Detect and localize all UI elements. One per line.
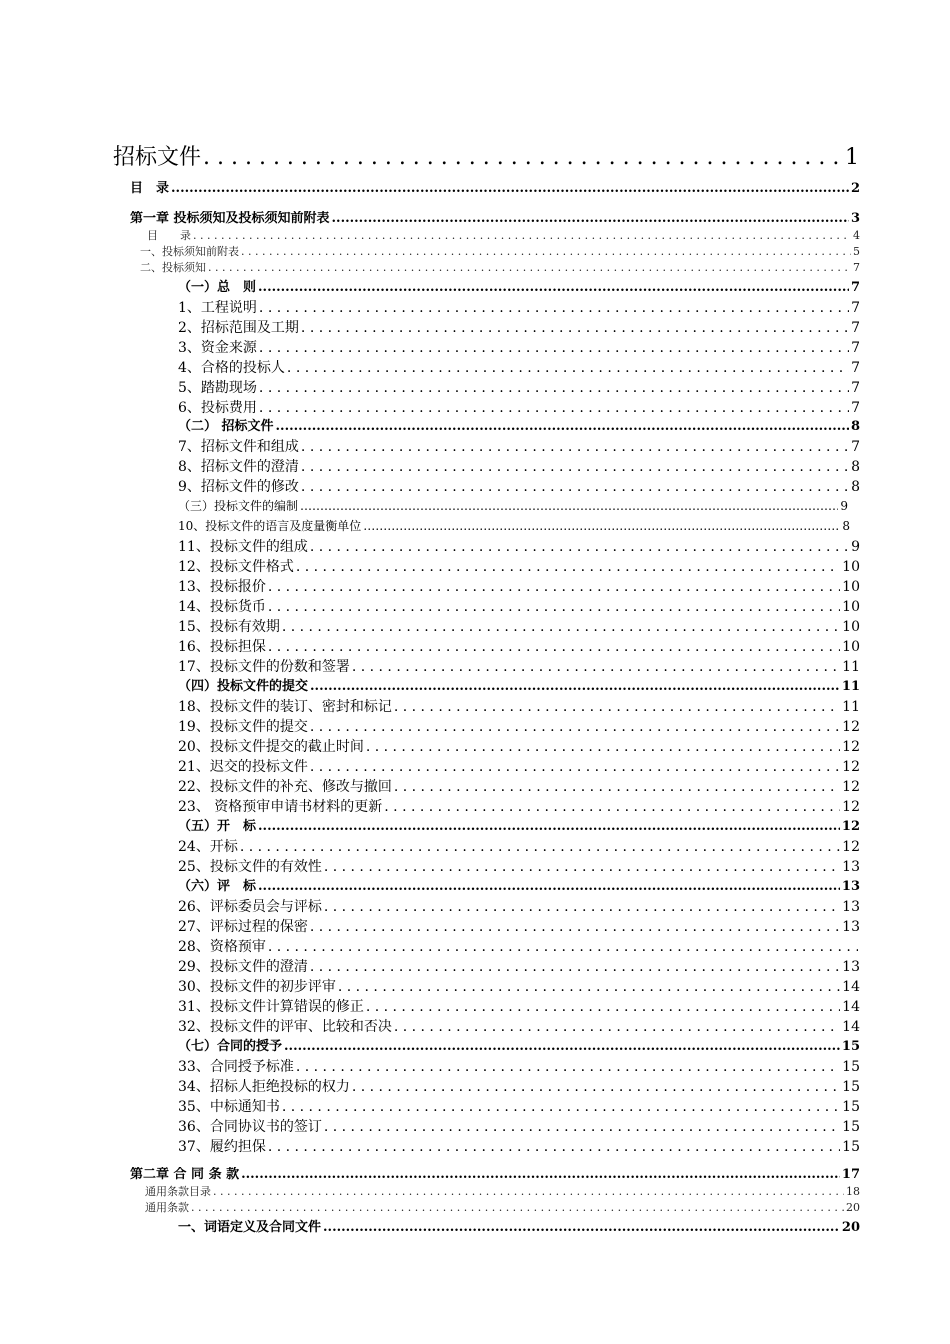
- toc-item-3[interactable]: [178, 338, 860, 358]
- dot-leader: [363, 517, 840, 535]
- toc-page-number: 7: [851, 439, 860, 455]
- toc-page-number: 13: [842, 919, 860, 935]
- toc-page-number: 10: [842, 599, 860, 615]
- toc-item-8[interactable]: [178, 457, 860, 477]
- toc-item-18[interactable]: [178, 697, 860, 717]
- toc-page-number: 20: [841, 1220, 860, 1235]
- toc-page-number: 17: [841, 1167, 860, 1182]
- toc-page-number: 12: [842, 759, 860, 775]
- toc-section-submission[interactable]: [178, 678, 860, 696]
- toc-item-33[interactable]: [178, 1057, 860, 1077]
- dot-leader: [366, 997, 840, 1017]
- dot-leader: [240, 837, 840, 857]
- toc-page-number: 14: [842, 1019, 860, 1035]
- toc-entry-pre-table[interactable]: [140, 245, 860, 259]
- toc-label: 36、合同协议书的签订: [178, 1119, 322, 1135]
- dot-leader: [332, 211, 849, 227]
- toc-label: 12、投标文件格式: [178, 559, 294, 575]
- toc-label: 招标文件: [113, 145, 202, 170]
- toc-page-number: 12: [842, 779, 860, 795]
- dot-leader: [193, 229, 851, 243]
- dot-leader: [287, 358, 849, 378]
- toc-page-number: 14: [842, 999, 860, 1015]
- toc-label: 3、资金来源: [178, 340, 257, 356]
- dot-leader: [366, 737, 840, 757]
- toc-item-25[interactable]: [178, 857, 860, 877]
- toc-label: （一）总 则: [178, 280, 257, 295]
- toc-item-35[interactable]: [178, 1097, 860, 1117]
- toc-page-number: 12: [842, 739, 860, 755]
- toc-page-number: 15: [842, 1059, 860, 1075]
- toc-section-award[interactable]: [178, 1038, 860, 1056]
- toc-item-28[interactable]: [178, 937, 860, 957]
- toc-item-6[interactable]: [178, 398, 860, 418]
- toc-label: 9、招标文件的修改: [178, 479, 299, 495]
- toc-label: 一、投标须知前附表: [140, 245, 239, 258]
- toc-page-number: 4: [853, 229, 860, 242]
- toc-label: 27、评标过程的保密: [178, 919, 308, 935]
- dot-leader: [300, 497, 838, 515]
- dot-leader: [259, 398, 849, 418]
- toc-label: 6、投标费用: [178, 400, 257, 416]
- dot-leader: [324, 1117, 840, 1137]
- toc-item-11[interactable]: [178, 537, 860, 557]
- toc-page-number: 13: [842, 899, 860, 915]
- dot-leader: [384, 797, 840, 817]
- toc-page-number: 5: [853, 245, 860, 258]
- toc-item-23[interactable]: [178, 797, 860, 817]
- toc-item-26[interactable]: [178, 897, 860, 917]
- toc-item-20[interactable]: [178, 737, 860, 757]
- dot-leader: [171, 181, 849, 197]
- toc-label: 一、词语定义及合同文件: [178, 1220, 322, 1235]
- toc-label: 23、 资格预审申请书材料的更新: [178, 799, 383, 815]
- toc-page-number: 11: [842, 699, 860, 715]
- toc-label: 5、踏勘现场: [178, 380, 257, 396]
- toc-item-19[interactable]: [178, 717, 860, 737]
- dot-leader: [352, 1077, 840, 1097]
- toc-page-number: 7: [851, 380, 860, 396]
- dot-leader: [282, 1097, 840, 1117]
- toc-label: （五）开 标: [178, 819, 257, 834]
- toc-page-number: 7: [851, 360, 860, 376]
- dot-leader: [259, 378, 849, 398]
- toc-page-number: 15: [842, 1139, 860, 1155]
- toc-page-number: 8: [850, 419, 860, 434]
- toc-section-preparation[interactable]: [178, 497, 848, 515]
- toc-page-number: 10: [842, 639, 860, 655]
- toc-section-evaluation[interactable]: [178, 878, 860, 896]
- toc-page-number: 7: [851, 400, 860, 416]
- toc-item-12[interactable]: [178, 557, 860, 577]
- toc-page-number: 8: [851, 479, 860, 495]
- toc-label: 17、投标文件的份数和签署: [178, 659, 350, 675]
- toc-page-number: 20: [846, 1201, 860, 1214]
- dot-leader: [310, 717, 840, 737]
- toc-label: 28、资格预审: [178, 939, 266, 955]
- toc-item-5[interactable]: [178, 378, 860, 398]
- toc-label: 32、投标文件的评审、比较和否决: [178, 1019, 392, 1035]
- toc-page-number: 11: [842, 659, 860, 675]
- toc-entry-contents[interactable]: [130, 181, 860, 197]
- toc-entry-title[interactable]: [113, 143, 859, 173]
- toc-label: 目 录: [147, 229, 191, 242]
- dot-leader: [268, 1137, 840, 1157]
- dot-leader: [268, 637, 840, 657]
- toc-page-number: 7: [851, 340, 860, 356]
- toc-page-number: 3: [850, 211, 860, 226]
- toc-label: （三）投标文件的编制: [178, 499, 299, 513]
- toc-item-4[interactable]: [178, 358, 860, 378]
- toc-page-number: 15: [842, 1119, 860, 1135]
- toc-page-number: 13: [842, 859, 860, 875]
- dot-leader: [208, 261, 851, 275]
- dot-leader: [258, 818, 840, 836]
- dot-leader: [394, 777, 840, 797]
- dot-leader: [323, 1219, 840, 1237]
- toc-page-number: 12: [842, 839, 860, 855]
- toc-entry-notice[interactable]: [140, 261, 860, 275]
- toc-page-number: 15: [841, 1039, 860, 1054]
- toc-label: （四）投标文件的提交: [178, 679, 309, 694]
- toc-page-number: 10: [842, 559, 860, 575]
- toc-item-37[interactable]: [178, 1137, 860, 1157]
- toc-label: 33、合同授予标准: [178, 1059, 294, 1075]
- dot-leader: [241, 245, 851, 259]
- toc-page-number: 10: [842, 579, 860, 595]
- toc-page-number: 12: [842, 799, 860, 815]
- toc-label: 第二章 合 同 条 款: [130, 1167, 240, 1182]
- dot-leader: [259, 338, 849, 358]
- toc-label: 通用条款目录: [145, 1185, 211, 1198]
- dot-leader: [282, 617, 840, 637]
- toc-page-number: 10: [842, 619, 860, 635]
- toc-label: （七）合同的授予: [178, 1039, 283, 1054]
- toc-page-number: 1: [845, 145, 859, 170]
- dot-leader: [310, 757, 840, 777]
- toc-page-number: 7: [851, 300, 860, 316]
- dot-leader: [301, 318, 849, 338]
- toc-item-9[interactable]: [178, 477, 860, 497]
- dot-leader: [310, 537, 849, 557]
- toc-item-31[interactable]: [178, 997, 860, 1017]
- toc-item-13[interactable]: [178, 577, 860, 597]
- toc-item-34[interactable]: [178, 1077, 860, 1097]
- toc-label: 26、评标委员会与评标: [178, 899, 322, 915]
- toc-label: 通用条款: [145, 1201, 189, 1214]
- dot-leader: [324, 857, 840, 877]
- toc-page-number: 7: [851, 320, 860, 336]
- toc-item-27[interactable]: [178, 917, 860, 937]
- toc-page-number: 7: [853, 261, 860, 274]
- toc-page-number: 7: [850, 280, 860, 295]
- toc-label: 4、合格的投标人: [178, 360, 285, 376]
- dot-leader: [259, 298, 849, 318]
- toc-label: 37、履约担保: [178, 1139, 266, 1155]
- dot-leader: [284, 1038, 840, 1056]
- toc-label: （六）评 标: [178, 879, 257, 894]
- toc-label: 11、投标文件的组成: [178, 539, 308, 555]
- toc-label: 16、投标担保: [178, 639, 266, 655]
- toc-label: 35、中标通知书: [178, 1099, 280, 1115]
- toc-item-30[interactable]: [178, 977, 860, 997]
- dot-leader: [310, 678, 840, 696]
- toc-label: 20、投标文件提交的截止时间: [178, 739, 364, 755]
- dot-leader: [296, 557, 840, 577]
- toc-label: 34、招标人拒绝投标的权力: [178, 1079, 350, 1095]
- toc-page-number: 15: [842, 1079, 860, 1095]
- toc-label: 13、投标报价: [178, 579, 266, 595]
- dot-leader: [310, 957, 840, 977]
- toc-entry-chapter-2[interactable]: [130, 1167, 860, 1183]
- toc-page-number: 13: [841, 879, 860, 894]
- toc-label: 19、投标文件的提交: [178, 719, 308, 735]
- toc-item-16[interactable]: [178, 637, 860, 657]
- toc-label: 2、招标范围及工期: [178, 320, 299, 336]
- toc-item-36[interactable]: [178, 1117, 860, 1137]
- toc-label: 29、投标文件的澄清: [178, 959, 308, 975]
- toc-label: 第一章 投标须知及投标须知前附表: [130, 211, 330, 226]
- toc-page-number: 13: [842, 959, 860, 975]
- toc-page-number: 8: [842, 519, 850, 533]
- toc-label: 15、投标有效期: [178, 619, 280, 635]
- toc-label: （二） 招标文件: [178, 419, 274, 434]
- toc-page-number: 9: [851, 539, 860, 555]
- toc-section-tender-docs[interactable]: [178, 418, 860, 436]
- dot-leader: [268, 597, 840, 617]
- toc-item-14[interactable]: [178, 597, 860, 617]
- toc-item-7[interactable]: [178, 437, 860, 457]
- toc-label: 8、招标文件的澄清: [178, 459, 299, 475]
- toc-label: 10、投标文件的语言及度量衡单位: [178, 519, 362, 533]
- toc-page-number: 12: [842, 719, 860, 735]
- dot-leader: [241, 1167, 840, 1183]
- dot-leader: [258, 878, 840, 896]
- dot-leader: [191, 1201, 844, 1215]
- dot-leader: [301, 457, 849, 477]
- toc-label: 25、投标文件的有效性: [178, 859, 322, 875]
- toc-page-number: 12: [841, 819, 860, 834]
- dot-leader: [310, 917, 840, 937]
- toc-item-29[interactable]: [178, 957, 860, 977]
- toc-entry-definitions[interactable]: [178, 1219, 860, 1237]
- toc-page-number: 18: [846, 1185, 860, 1198]
- toc-page-number: 14: [842, 979, 860, 995]
- toc-label: 二、投标须知: [140, 261, 206, 274]
- toc-page-number: 15: [842, 1099, 860, 1115]
- dot-leader: [352, 657, 840, 677]
- toc-item-22[interactable]: [178, 777, 860, 797]
- toc-section-general[interactable]: [178, 279, 860, 297]
- toc-label: 30、投标文件的初步评审: [178, 979, 336, 995]
- toc-item-24[interactable]: [178, 837, 860, 857]
- toc-item-2[interactable]: [178, 318, 860, 338]
- dot-leader: [394, 697, 840, 717]
- dot-leader: [296, 1057, 840, 1077]
- toc-label: 24、开标: [178, 839, 238, 855]
- dot-leader: [268, 937, 858, 957]
- toc-entry-general-terms-contents[interactable]: [145, 1185, 860, 1199]
- dot-leader: [338, 977, 840, 997]
- toc-section-opening[interactable]: [178, 818, 860, 836]
- dot-leader: [258, 279, 849, 297]
- toc-label: 22、投标文件的补充、修改与撤回: [178, 779, 392, 795]
- toc-item-32[interactable]: [178, 1017, 860, 1037]
- toc-entry-chapter-1-contents[interactable]: [147, 229, 860, 243]
- toc-page-number: 2: [850, 181, 860, 196]
- dot-leader: [268, 577, 840, 597]
- toc-item-15[interactable]: [178, 617, 860, 637]
- toc-page-number: 9: [840, 499, 848, 513]
- toc-entry-chapter-1[interactable]: [130, 211, 860, 227]
- toc-item-21[interactable]: [178, 757, 860, 777]
- toc-label: 18、投标文件的装订、密封和标记: [178, 699, 392, 715]
- dot-leader: [301, 437, 849, 457]
- toc-label: 14、投标货币: [178, 599, 266, 615]
- toc-item-1[interactable]: [178, 298, 860, 318]
- toc-item-10[interactable]: [178, 517, 850, 535]
- toc-page-number: 8: [851, 459, 860, 475]
- toc-label: 7、招标文件和组成: [178, 439, 299, 455]
- dot-leader: [213, 1185, 844, 1199]
- toc-label: 21、迟交的投标文件: [178, 759, 308, 775]
- toc-item-17[interactable]: [178, 657, 860, 677]
- dot-leader: [276, 418, 849, 436]
- toc-label: 1、工程说明: [178, 300, 257, 316]
- dot-leader: [324, 897, 840, 917]
- toc-page-number: 11: [841, 679, 860, 694]
- toc-entry-general-terms[interactable]: [145, 1201, 860, 1215]
- dot-leader: [301, 477, 849, 497]
- toc-label: 目 录: [130, 181, 170, 196]
- dot-leader: [394, 1017, 840, 1037]
- toc-label: 31、投标文件计算错误的修正: [178, 999, 364, 1015]
- dot-leader: [203, 143, 843, 173]
